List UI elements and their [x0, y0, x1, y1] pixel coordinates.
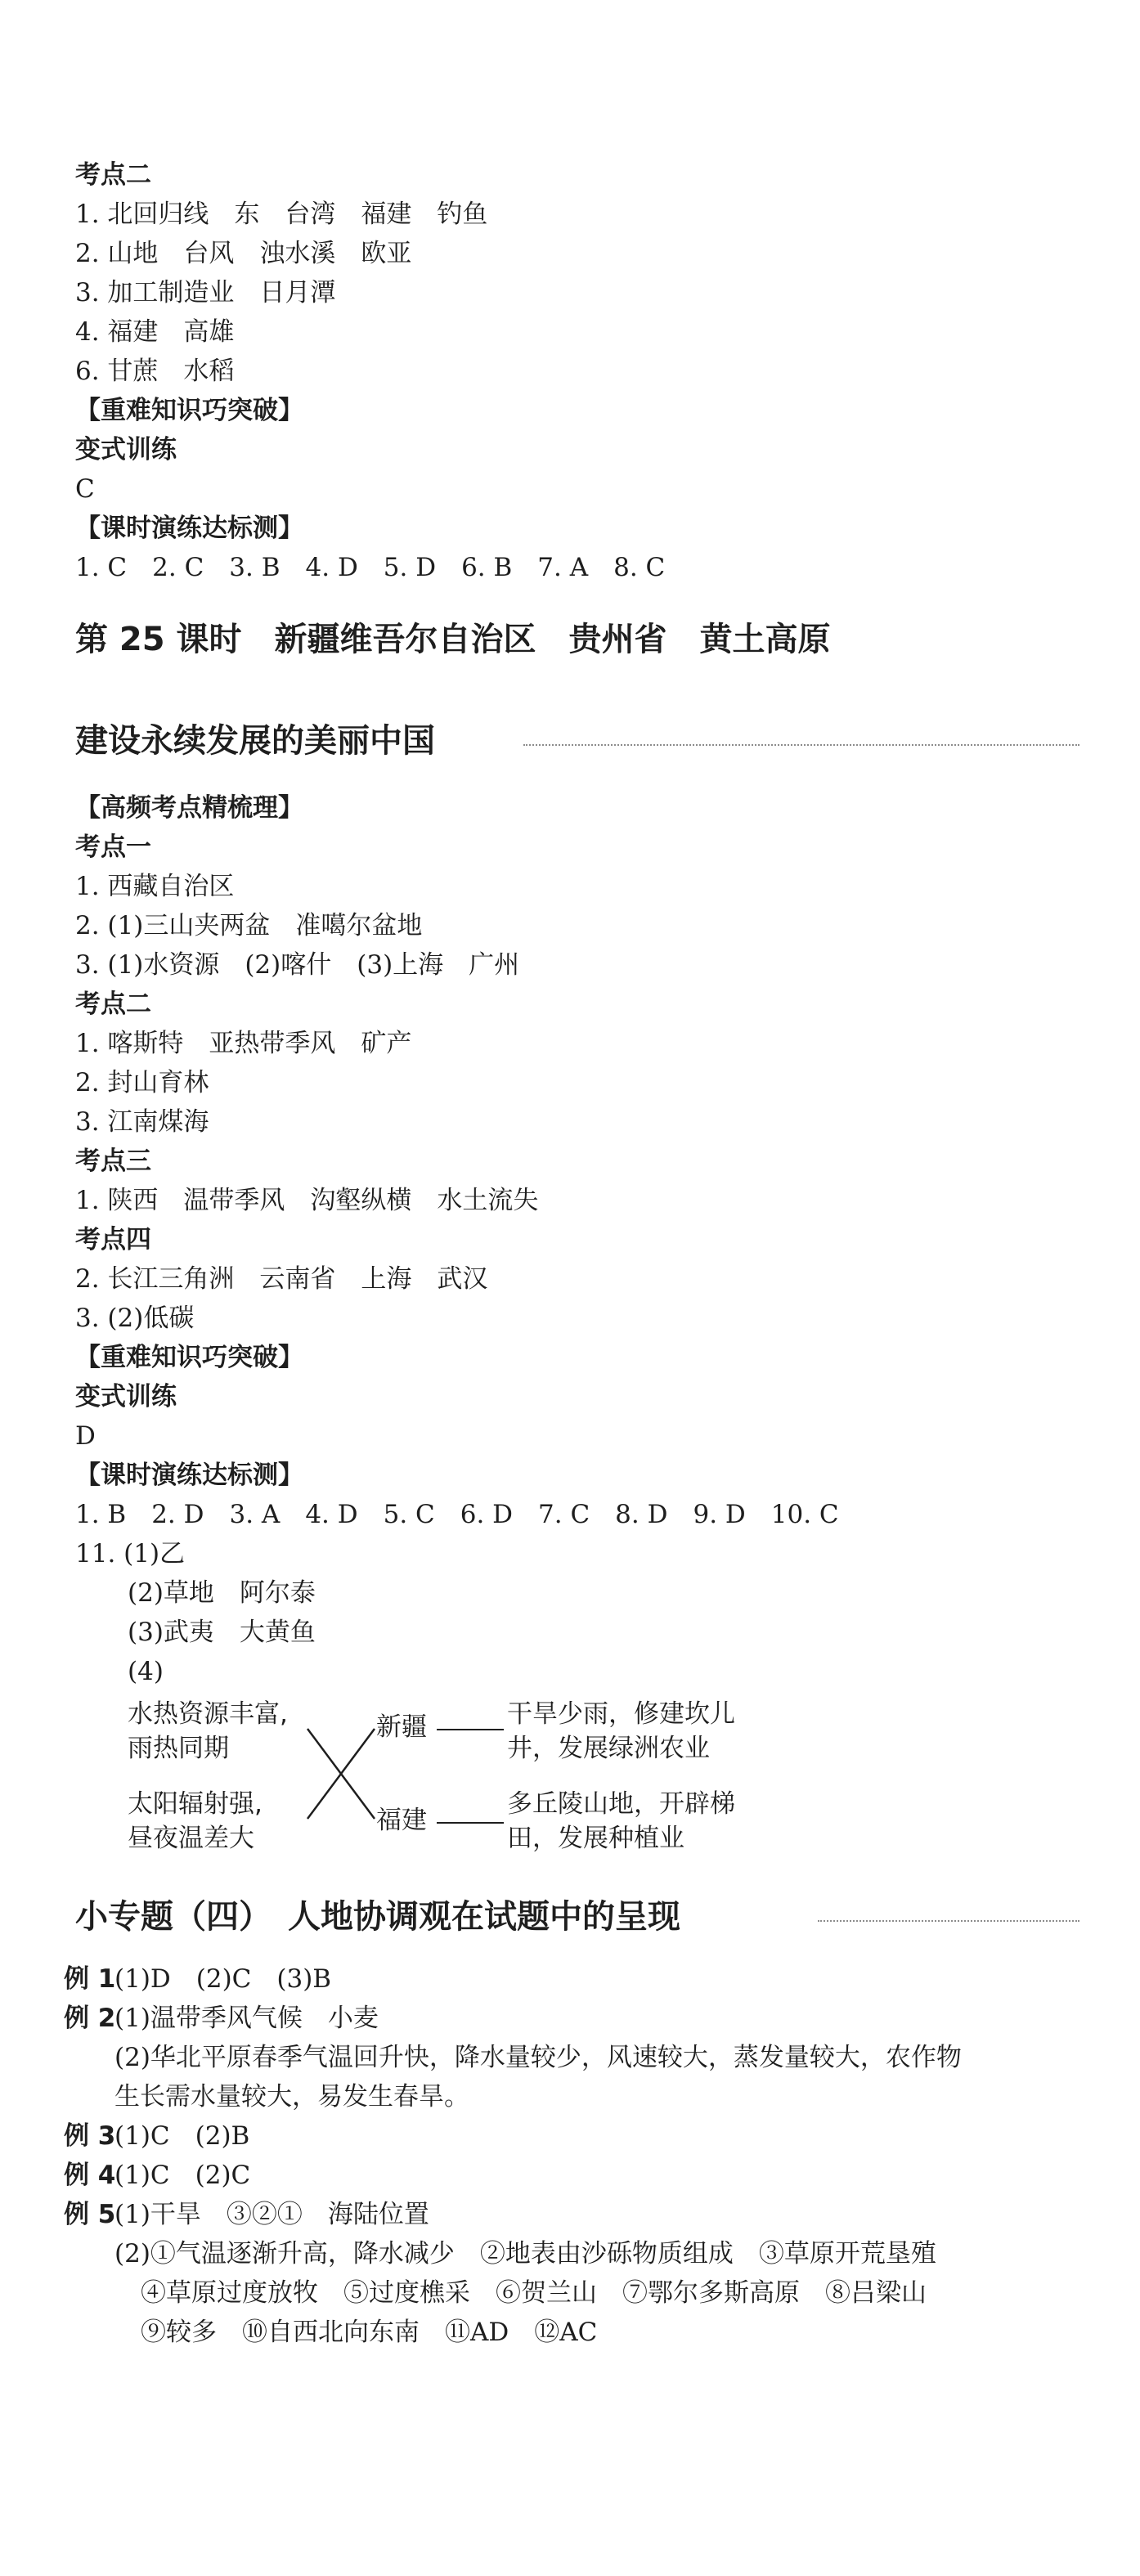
list-item: 6. 甘蔗 水稻 [75, 357, 235, 386]
diagram-left-top-line2: 雨热同期 [128, 1734, 229, 1763]
list-item: 1. 北回归线 东 台湾 福建 钓鱼 [75, 200, 488, 229]
diagram-right-bottom-line2: 田，发展种植业 [507, 1824, 684, 1853]
example-answer: (1)C (2)C [114, 2161, 251, 2190]
q11-part3: (3)武夷 大黄鱼 [128, 1618, 316, 1647]
zhongnan-heading: 【重难知识巧突破】 [75, 1343, 303, 1372]
diagram-mid-bottom: 福建 [376, 1806, 427, 1835]
example-answer: (1)C (2)B [114, 2121, 250, 2151]
example-answer: (1)干旱 ③②① 海陆位置 [114, 2200, 429, 2229]
list-item: 2. 长江三角洲 云南省 上海 武汉 [75, 1264, 488, 1294]
lesson-title-line2: 建设永续发展的美丽中国 [75, 722, 435, 760]
example-5 [64, 2198, 429, 2231]
diagram-left-bottom-line2: 昼夜温差大 [128, 1824, 254, 1853]
link-line-top [437, 1729, 504, 1730]
example-3 [64, 2120, 249, 2152]
list-item: 1. 西藏自治区 [75, 872, 235, 901]
keshi-answers: 1. B 2. D 3. A 4. D 5. C 6. D 7. C 8. D 9. D 10. C [75, 1500, 839, 1529]
keshi-heading: 【课时演练达标测】 [75, 1461, 303, 1490]
kaodian-2-heading: 考点二 [75, 160, 151, 190]
list-item: 3. (2)低碳 [75, 1304, 195, 1333]
example-5-part2: (2)①气温逐渐升高，降水减少 ②地表由沙砾物质组成 ③草原开荒垦殖 [114, 2239, 936, 2269]
list-item: 1. 喀斯特 亚热带季风 矿产 [75, 1029, 412, 1058]
example-2 [64, 2002, 379, 2035]
link-line-bottom [437, 1822, 504, 1824]
list-item: 2. 山地 台风 浊水溪 欧亚 [75, 239, 412, 268]
example-2-part2: (2)华北平原春季气温回升快，降水量较少，风速较大，蒸发量较大，农作物 [114, 2043, 962, 2072]
example-tag: 例 3 [64, 2121, 116, 2151]
zhongnan-heading: 【重难知识巧突破】 [75, 396, 303, 425]
example-5-part2-cont: ④草原过度放牧 ⑤过度樵采 ⑥贺兰山 ⑦鄂尔多斯高原 ⑧吕梁山 [141, 2278, 927, 2308]
example-answer: (1)温带季风气候 小麦 [114, 2004, 379, 2033]
q11-part2: (2)草地 阿尔泰 [128, 1578, 316, 1608]
example-2-part2-cont: 生长需水量较大，易发生春旱。 [114, 2082, 469, 2112]
example-1 [64, 1963, 331, 1995]
kaodian-3-heading: 考点三 [75, 1147, 151, 1176]
list-item: 3. (1)水资源 (2)喀什 (3)上海 广州 [75, 950, 520, 980]
kaodian-4-heading: 考点四 [75, 1225, 151, 1254]
kaodian-1-heading: 考点一 [75, 832, 151, 862]
bianshi-heading: 变式训练 [75, 1382, 177, 1411]
list-item: 2. (1)三山夹两盆 准噶尔盆地 [75, 911, 423, 940]
list-item: 2. 封山育林 [75, 1068, 209, 1097]
example-tag: 例 4 [64, 2161, 116, 2190]
bianshi-answer: C [75, 474, 95, 504]
example-tag: 例 1 [64, 1964, 116, 1994]
keshi-answers: 1. C 2. C 3. B 4. D 5. D 6. B 7. A 8. C [75, 553, 666, 582]
example-5-part2-end: ⑨较多 ⑩自西北向东南 ⑪AD ⑫AC [141, 2318, 598, 2347]
keshi-heading: 【课时演练达标测】 [75, 514, 303, 543]
q11-part1: 11. (1)乙 [75, 1539, 186, 1568]
list-item: 4. 福建 高雄 [75, 317, 235, 347]
list-item: 1. 陕西 温带季风 沟壑纵横 水土流失 [75, 1186, 539, 1215]
q11-part4: (4) [128, 1657, 164, 1686]
diagram-right-bottom-line1: 多丘陵山地，开辟梯 [507, 1789, 735, 1819]
list-item: 3. 加工制造业 日月潭 [75, 278, 336, 307]
diagram-right-top-line1: 干旱少雨，修建坎儿 [507, 1699, 735, 1729]
bianshi-heading: 变式训练 [75, 435, 177, 464]
special-topic-divider [818, 1920, 1079, 1922]
bianshi-answer: D [75, 1421, 96, 1451]
lesson-title-line1: 第 25 课时 新疆维吾尔自治区 贵州省 黄土高原 [75, 621, 831, 658]
example-tag: 例 2 [64, 2004, 116, 2033]
list-item: 3. 江南煤海 [75, 1107, 209, 1137]
example-4 [64, 2159, 250, 2192]
kaodian-2-heading: 考点二 [75, 990, 151, 1019]
gaopin-heading: 【高频考点精梳理】 [75, 793, 303, 823]
special-topic-title: 小专题（四） 人地协调观在试题中的呈现 [75, 1898, 680, 1936]
example-answer: (1)D (2)C (3)B [114, 1964, 332, 1994]
example-tag: 例 5 [64, 2200, 116, 2229]
diagram-right-top-line2: 井，发展绿洲农业 [507, 1734, 710, 1763]
diagram-left-bottom-line1: 太阳辐射强, [128, 1789, 263, 1819]
title-divider [523, 744, 1079, 746]
diagram-left-top-line1: 水热资源丰富, [128, 1699, 288, 1729]
cross-connector [303, 1717, 384, 1832]
diagram-mid-top: 新疆 [376, 1712, 427, 1742]
